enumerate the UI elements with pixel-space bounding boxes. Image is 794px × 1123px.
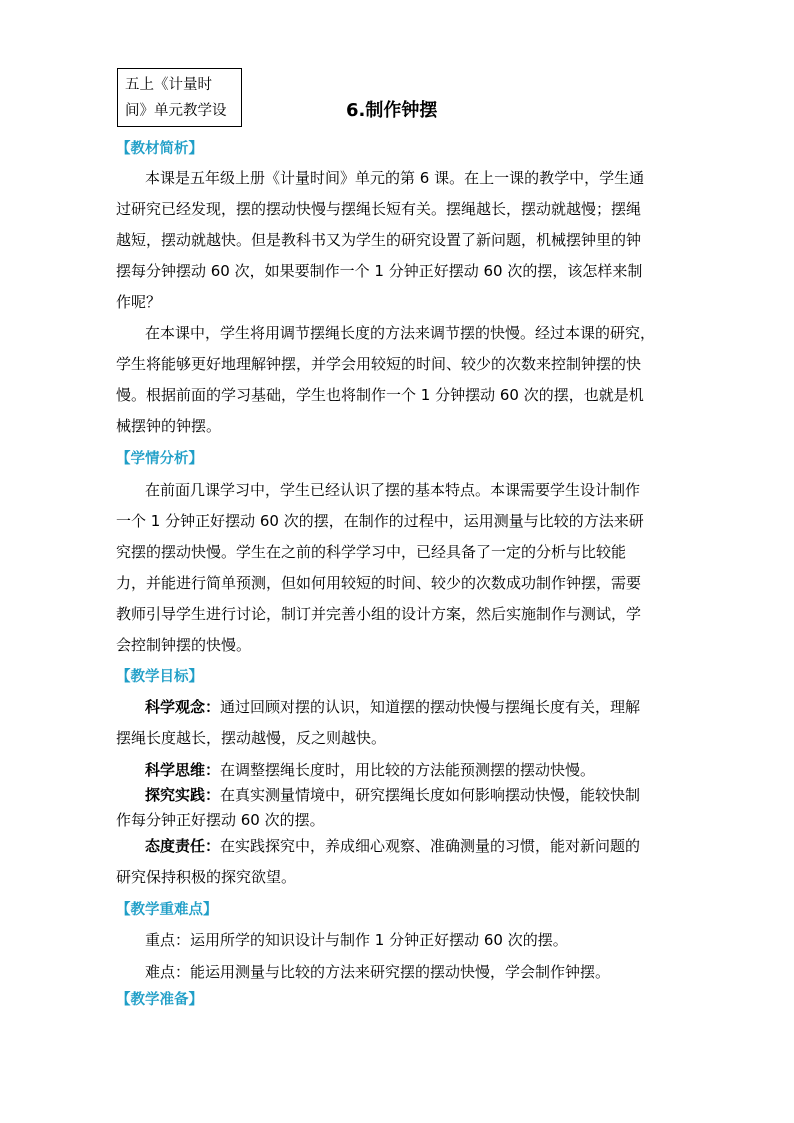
text-line: 作呢？ [116,293,162,311]
page-title: 6.制作钟摆 [346,100,438,121]
section-heading-key-points: 【教学重难点】 [116,902,218,918]
text-line: 究摆的摆动快慢。学生在之前的科学学习中，已经具备了一定的分析与比较能 [116,543,627,561]
text-line: 在本课中，学生将用调节摆绳长度的方法来调节摆的快慢。经过本课的研究， [145,324,656,342]
text-line: 教师引导学生进行讨论，制订并完善小组的设计方案，然后实施制作与测试，学 [116,605,642,623]
unit-label-line-1: 五上《计量时 [125,77,212,93]
section-heading-preparation: 【教学准备】 [116,992,203,1008]
text-line: 会控制钟摆的快慢。 [116,636,252,654]
goal-attitude [145,835,640,856]
key-point-focus: 重点：运用所学的知识设计与制作 1 分钟正好摆动 60 次的摆。 [145,931,568,949]
goal-concept-label: 科学观念： [145,698,221,716]
unit-label-line-2: 间》单元教学设 [125,103,227,119]
goal-concept-text: 通过回顾对摆的认识，知道摆的摆动快慢与摆绳长度有关，理解 [220,698,641,716]
goal-practice [145,784,640,805]
goal-thinking-label: 科学思维： [145,761,221,779]
goal-practice-label: 探究实践： [145,786,221,804]
text-line: 学生将能够更好地理解钟摆，并学会用较短的时间、较少的次数来控制钟摆的快 [116,355,642,373]
text-line: 一个 1 分钟正好摆动 60 次的摆，在制作的过程中，运用测量与比较的方法来研 [116,512,644,530]
section-heading-students: 【学情分析】 [116,451,203,467]
text-line: 摆每分钟摆动 60 次，如果要制作一个 1 分钟正好摆动 60 次的摆，该怎样来制 [116,262,643,280]
text-line: 本课是五年级上册《计量时间》单元的第 6 课。在上一课的教学中，学生通 [145,169,645,187]
text-line: 在前面几课学习中，学生已经认识了摆的基本特点。本课需要学生设计制作 [145,481,641,499]
goal-thinking [145,759,595,780]
text-line: 研究保持积极的探究欲望。 [116,868,297,886]
key-point-difficulty: 难点：能运用测量与比较的方法来研究摆的摆动快慢，学会制作钟摆。 [145,963,611,981]
text-line: 力，并能进行简单预测，但如何用较短的时间、较少的次数成功制作钟摆，需要 [116,574,642,592]
section-heading-materials: 【教材简析】 [116,141,203,157]
text-line: 慢。根据前面的学习基础，学生也将制作一个 1 分钟摆动 60 次的摆，也就是机 [116,386,644,404]
text-line: 作每分钟正好摆动 60 次的摆。 [116,811,325,829]
goal-attitude-label: 态度责任： [145,837,221,855]
text-line: 摆绳长度越长，摆动越慢，反之则越快。 [116,729,387,747]
goal-practice-text: 在真实测量情境中，研究摆绳长度如何影响摆动快慢，能较快制 [220,786,641,804]
goal-attitude-text: 在实践探究中，养成细心观察、准确测量的习惯，能对新问题的 [220,837,641,855]
unit-label-box [117,68,242,127]
goal-concept [145,696,640,717]
text-line: 越短，摆动就越快。但是教科书又为学生的研究设置了新问题，机械摆钟里的钟 [116,231,642,249]
goal-thinking-text: 在调整摆绳长度时，用比较的方法能预测摆的摆动快慢。 [220,761,596,779]
text-line: 械摆钟的钟摆。 [116,417,222,435]
section-heading-goals: 【教学目标】 [116,669,203,685]
text-line: 过研究已经发现，摆的摆动快慢与摆绳长短有关。摆绳越长，摆动就越慢；摆绳 [116,200,642,218]
